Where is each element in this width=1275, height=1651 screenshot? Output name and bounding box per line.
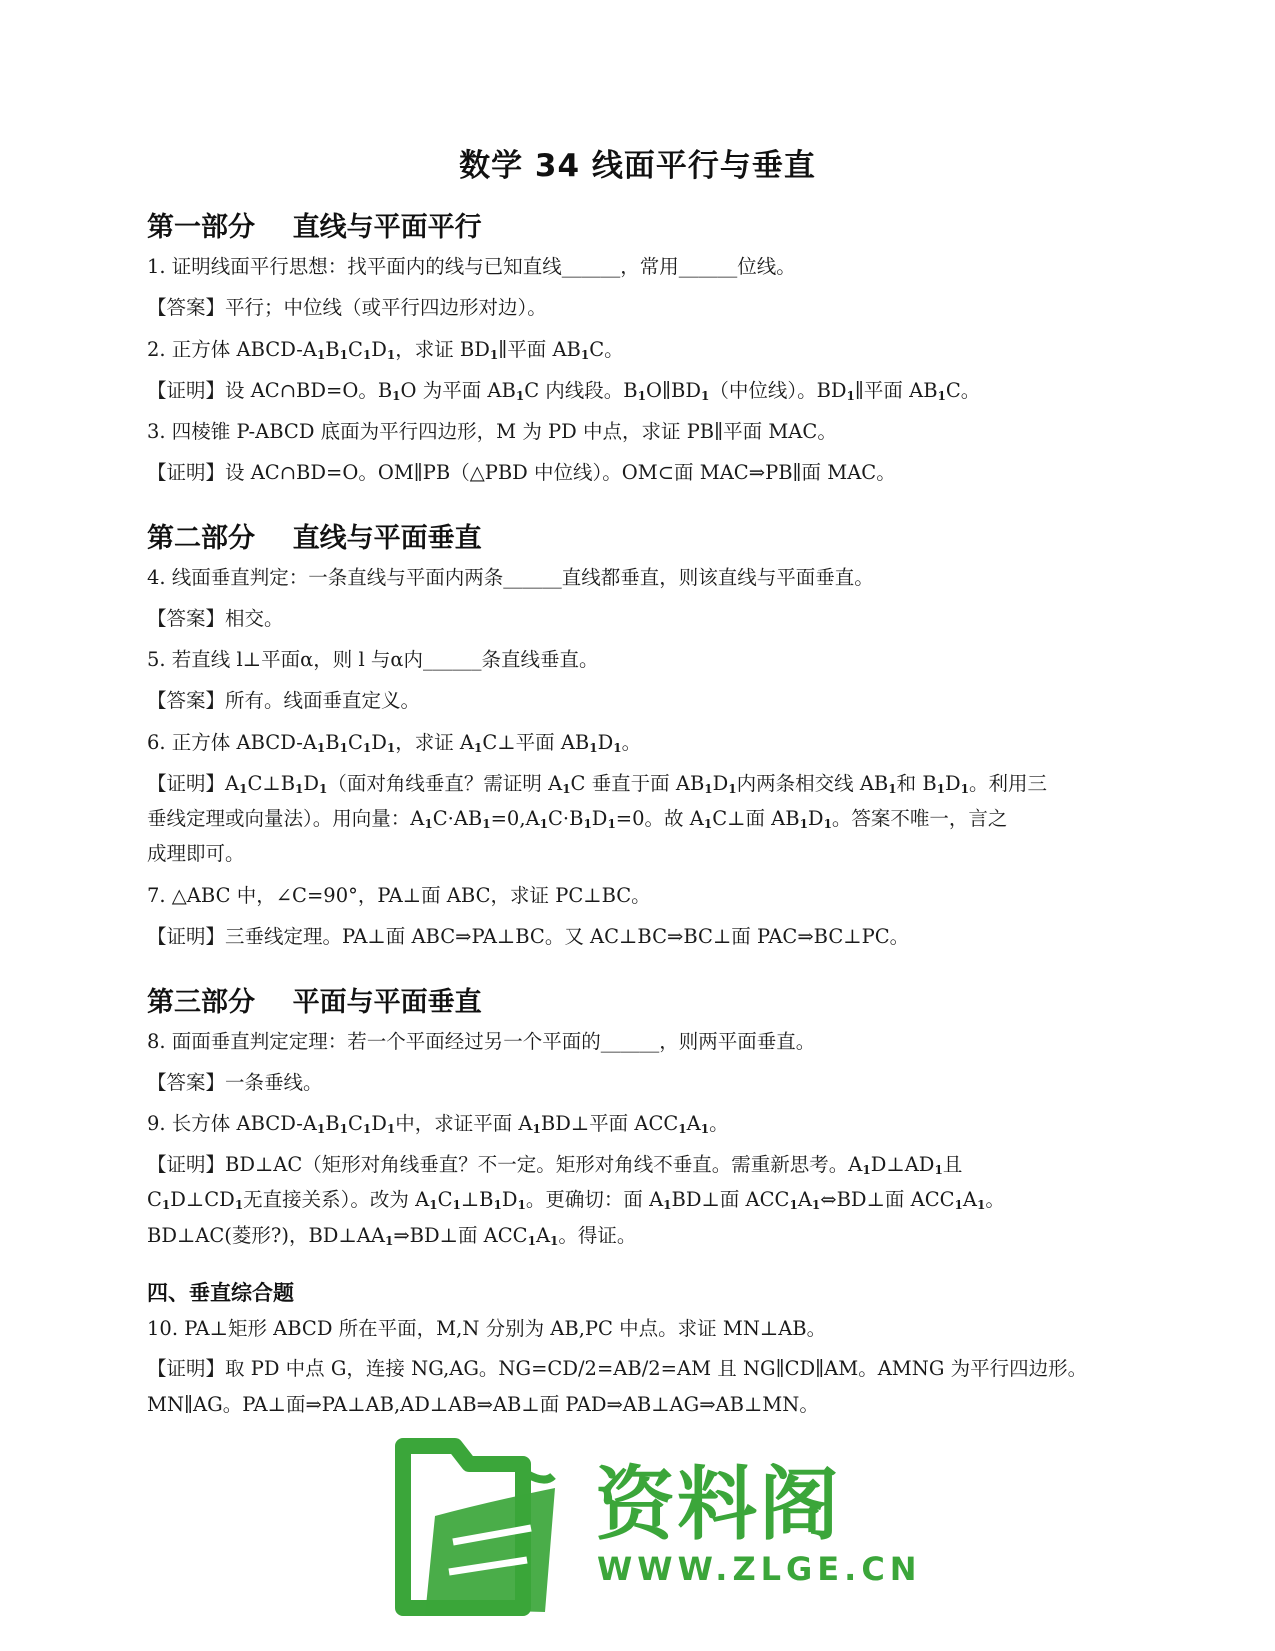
watermark-logo <box>395 1432 922 1632</box>
proof-6-line-2: 垂线定理或向量法）。用向量：$A_1C\cdot AB_1=0,A_1C\cdot B_1D_1=0$。故 $A_1C\perp$面 $AB_1D_1$。答案不唯一，言之 <box>147 807 1008 831</box>
section-heading-2: 第二部分 直线与平面垂直 <box>147 523 482 554</box>
question-9: 9. 长方体 ABCD-$A_1B_1C_1D_1$中，求证平面 $A_1BD\perp$平面 $ACC_1A_1$。 <box>147 1112 729 1136</box>
proof-2: 【证明】设 AC∩BD=O。$B_1O$ 为平面 $AB_1C$ 内线段。$B_1O\parallel BD_1$（中位线）。$BD_1\parallel$平面 $AB_1C$。 <box>147 379 981 403</box>
proof-10-line-1: 【证明】取 PD 中点 G，连接 NG,AG。NG=CD/2=AB/2=AM 且 NG∥CD∥AM。AMNG 为平行四边形。 <box>147 1357 1088 1380</box>
proof-9-line-3: BD⊥AC(菱形?)，$BD\perp AA_1\Rightarrow BD\perp$面 $ACC_1A_1$。得证。 <box>147 1224 637 1248</box>
question-1: 1. 证明线面平行思想：找平面内的线与已知直线______，常用______位线。 <box>147 255 796 278</box>
question-5: 5. 若直线 l⊥平面α，则 l 与α内______条直线垂直。 <box>147 648 599 671</box>
watermark-brand: 资料阁 <box>595 1458 841 1551</box>
section-heading-4: 四、垂直综合题 <box>147 1281 294 1305</box>
question-3: 3. 四棱锥 P-ABCD 底面为平行四边形，M 为 PD 中点，求证 PB∥平面 MAC。 <box>147 420 837 443</box>
proof-6-line-3: 成理即可。 <box>147 842 245 865</box>
answer-4: 【答案】相交。 <box>147 607 284 630</box>
section-heading-3: 第三部分 平面与平面垂直 <box>147 987 482 1018</box>
answer-1: 【答案】平行；中位线（或平行四边形对边）。 <box>147 296 547 319</box>
proof-10-line-2: MN∥AG。PA⊥面⇒PA⊥AB,AD⊥AB⇒AB⊥面 PAD⇒AB⊥AG⇒AB⊥MN。 <box>147 1393 819 1416</box>
answer-5: 【答案】所有。线面垂直定义。 <box>147 689 421 712</box>
question-8: 8. 面面垂直判定定理：若一个平面经过另一个平面的______，则两平面垂直。 <box>147 1030 816 1053</box>
proof-3: 【证明】设 AC∩BD=O。OM∥PB（△PBD 中位线）。OM⊂面 MAC⇒PB∥面 MAC。 <box>147 461 896 484</box>
proof-7: 【证明】三垂线定理。PA⊥面 ABC⇒PA⊥BC。又 AC⊥BC⇒BC⊥面 PAC⇒BC⊥PC。 <box>147 925 910 948</box>
proof-6-line-1: 【证明】$A_1C\perp B_1D_1$（面对角线垂直？需证明 $A_1C$ 垂直于面 $AB_1D_1$内两条相交线 $AB_1$和 $B_1D_1$。利用三 <box>147 772 1048 796</box>
answer-8: 【答案】一条垂线。 <box>147 1071 323 1094</box>
book-folder-icon <box>395 1432 595 1632</box>
proof-9-line-1: 【证明】BD⊥AC（矩形对角线垂直？不一定。矩形对角线不垂直。需重新思考。$A_1D\perp AD_1$且 <box>147 1153 963 1177</box>
question-6: 6. 正方体 ABCD-$A_1B_1C_1D_1$，求证 $A_1C\perp$平面 $AB_1D_1$。 <box>147 731 642 755</box>
question-10: 10. PA⊥矩形 ABCD 所在平面，M,N 分别为 AB,PC 中点。求证 MN⊥AB。 <box>147 1317 827 1340</box>
question-4: 4. 线面垂直判定：一条直线与平面内两条______直线都垂直，则该直线与平面垂直。 <box>147 566 874 589</box>
page-title: 数学 34 线面平行与垂直 <box>459 148 816 184</box>
watermark-url: WWW.ZLGE.CN <box>597 1550 922 1588</box>
proof-9-line-2: $C_1D\perp CD_1$无直接关系）。改为 $A_1C_1\perp B_1D_1$。更确切：面 $A_1BD\perp$面 $ACC_1A_1\Leftrightarrow BD\perp$面 $ACC_1A_1$。 <box>147 1188 1005 1212</box>
question-2: 2. 正方体 ABCD-$A_1B_1C_1D_1$，求证 $BD_1\parallel$平面 $AB_1C$。 <box>147 338 624 362</box>
section-heading-1: 第一部分 直线与平面平行 <box>147 212 482 243</box>
question-7: 7. △ABC 中，∠C=90°，PA⊥面 ABC，求证 PC⊥BC。 <box>147 884 651 907</box>
